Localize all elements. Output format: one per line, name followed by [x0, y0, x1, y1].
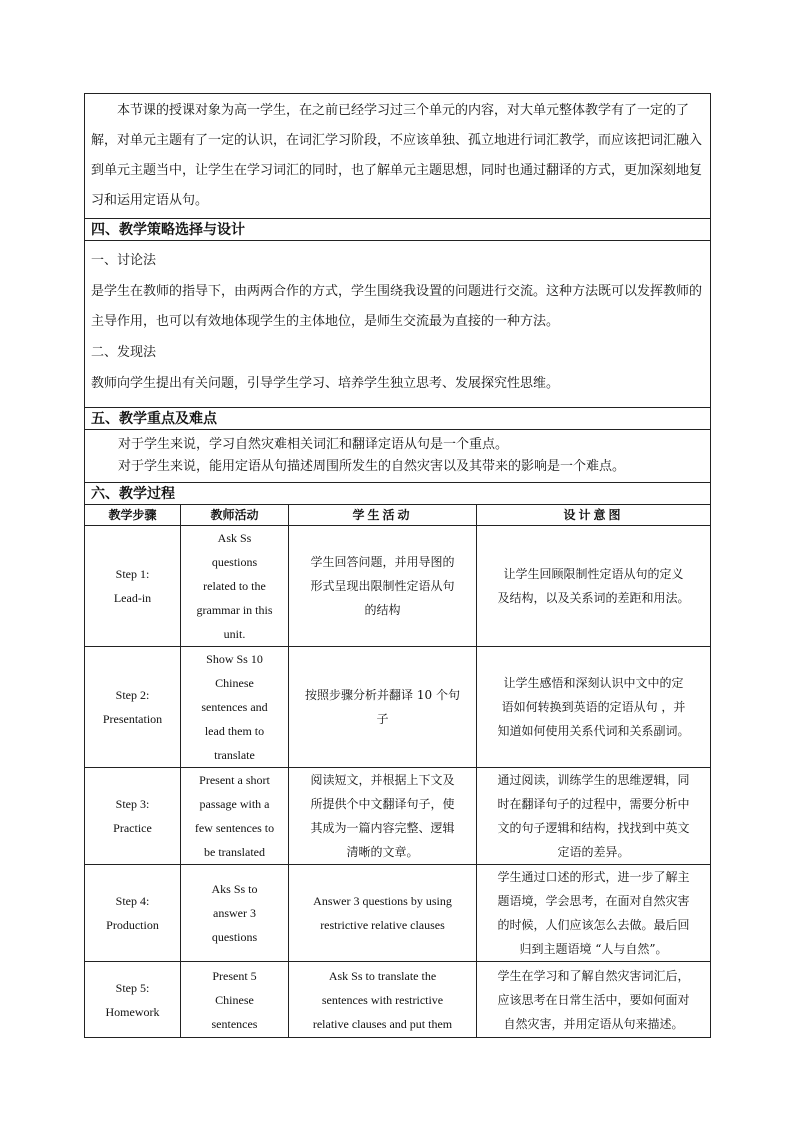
design-purpose-cell: 学生在学习和了解自然灾害词汇后， 应该思考在日常生活中，要如何面对 自然灾害，并用定语从句来描述。	[477, 962, 711, 1038]
design-purpose-cell: 让学生回顾限制性定语从句的定义 及结构，以及关系词的差距和用法。	[477, 526, 711, 647]
section4-heading: 四、教学策略选择与设计	[85, 219, 711, 241]
header-teacher: 教师活动	[181, 505, 289, 526]
header-student: 学生活动	[289, 505, 477, 526]
student-activity-cell: 按照步骤分析并翻译 10 个句 子	[289, 647, 477, 768]
header-purpose: 设计意图	[477, 505, 711, 526]
step-cell: Step 2: Presentation	[85, 647, 181, 768]
table-row	[85, 647, 711, 768]
student-activity-cell: 学生回答问题，并用导图的 形式呈现出限制性定语从句 的结构	[289, 526, 477, 647]
teacher-activity-cell: Present 5 Chinese sentences	[181, 962, 289, 1038]
design-purpose-cell: 学生通过口述的形式，进一步了解主 题语境，学会思考，在面对自然灾害 的时候，人们应该怎么去做。最后回 归到主题语境 “人与自然”。	[477, 865, 711, 962]
teacher-activity-cell: Present a short passage with a few sentences to be translated	[181, 768, 289, 865]
step-cell: Step 5: Homework	[85, 962, 181, 1038]
step-cell: Step 4: Production	[85, 865, 181, 962]
table-row	[85, 962, 711, 1038]
design-purpose-cell: 通过阅读，训练学生的思维逻辑，同 时在翻译句子的过程中，需要分析中 文的句子逻辑和结构，找找到中英文 定语的差异。	[477, 768, 711, 865]
process-table-header	[85, 505, 711, 526]
section4-paragraph-2: 教师向学生提出有关问题，引导学生学习、培养学生独立思考、发展探究性思维。	[91, 376, 560, 391]
lesson-plan-table	[84, 93, 711, 1038]
intro-paragraph: 本节课的授课对象为高一学生，在之前已经学习过三个单元的内容，对大单元整体教学有了一定的了解，对单元主题有了一定的认识，在词汇学习阶段，不应该单独、孤立地进行词汇教学，而应该把词汇融入到单元主题当中，让学生在学习词汇的同时，也了解单元主题思想，同时也通过翻译的方式，更加深刻地复习和运用定语从句。	[85, 94, 711, 219]
teacher-activity-cell: Show Ss 10 Chinese sentences and lead them to translate	[181, 647, 289, 768]
table-row	[85, 768, 711, 865]
student-activity-cell: 阅读短文，并根据上下文及 所提供个中文翻译句子，使 其成为一篇内容完整、逻辑 清晰的文章。	[289, 768, 477, 865]
section4-subheading-1: 一、讨论法	[91, 253, 157, 268]
section5-line-1: 对于学生来说，学习自然灾难相关词汇和翻译定语从句是一个重点。	[118, 437, 509, 452]
section4-subheading-2: 二、发现法	[91, 345, 157, 360]
document-page	[84, 93, 710, 1038]
step-cell: Step 1: Lead-in	[85, 526, 181, 647]
section4-paragraph-1: 是学生在教师的指导下，由两两合作的方式，学生围绕我设置的问题进行交流。这种方法既可以发挥教师的主导作用，也可以有效地体现学生的主体地位，是师生交流最为直接的一种方法。	[91, 284, 703, 329]
section5-body	[85, 430, 711, 483]
section5-line-2: 对于学生来说，能用定语从句描述周围所发生的自然灾害以及其带来的影响是一个难点。	[118, 459, 626, 474]
section6-heading: 六、教学过程	[85, 483, 711, 505]
section5-heading: 五、教学重点及难点	[85, 408, 711, 430]
student-activity-cell: Ask Ss to translate the sentences with restrictive relative clauses and put them	[289, 962, 477, 1038]
section4-body	[85, 241, 711, 408]
student-activity-cell: Answer 3 questions by using restrictive relative clauses	[289, 865, 477, 962]
table-row	[85, 865, 711, 962]
teacher-activity-cell: Aks Ss to answer 3 questions	[181, 865, 289, 962]
step-cell: Step 3: Practice	[85, 768, 181, 865]
teacher-activity-cell: Ask Ss questions related to the grammar in this unit.	[181, 526, 289, 647]
table-row	[85, 526, 711, 647]
design-purpose-cell: 让学生感悟和深刻认识中文中的定 语如何转换到英语的定语从句 ，并 知道如何使用关系代词和关系副词。	[477, 647, 711, 768]
header-step: 教学步骤	[85, 505, 181, 526]
